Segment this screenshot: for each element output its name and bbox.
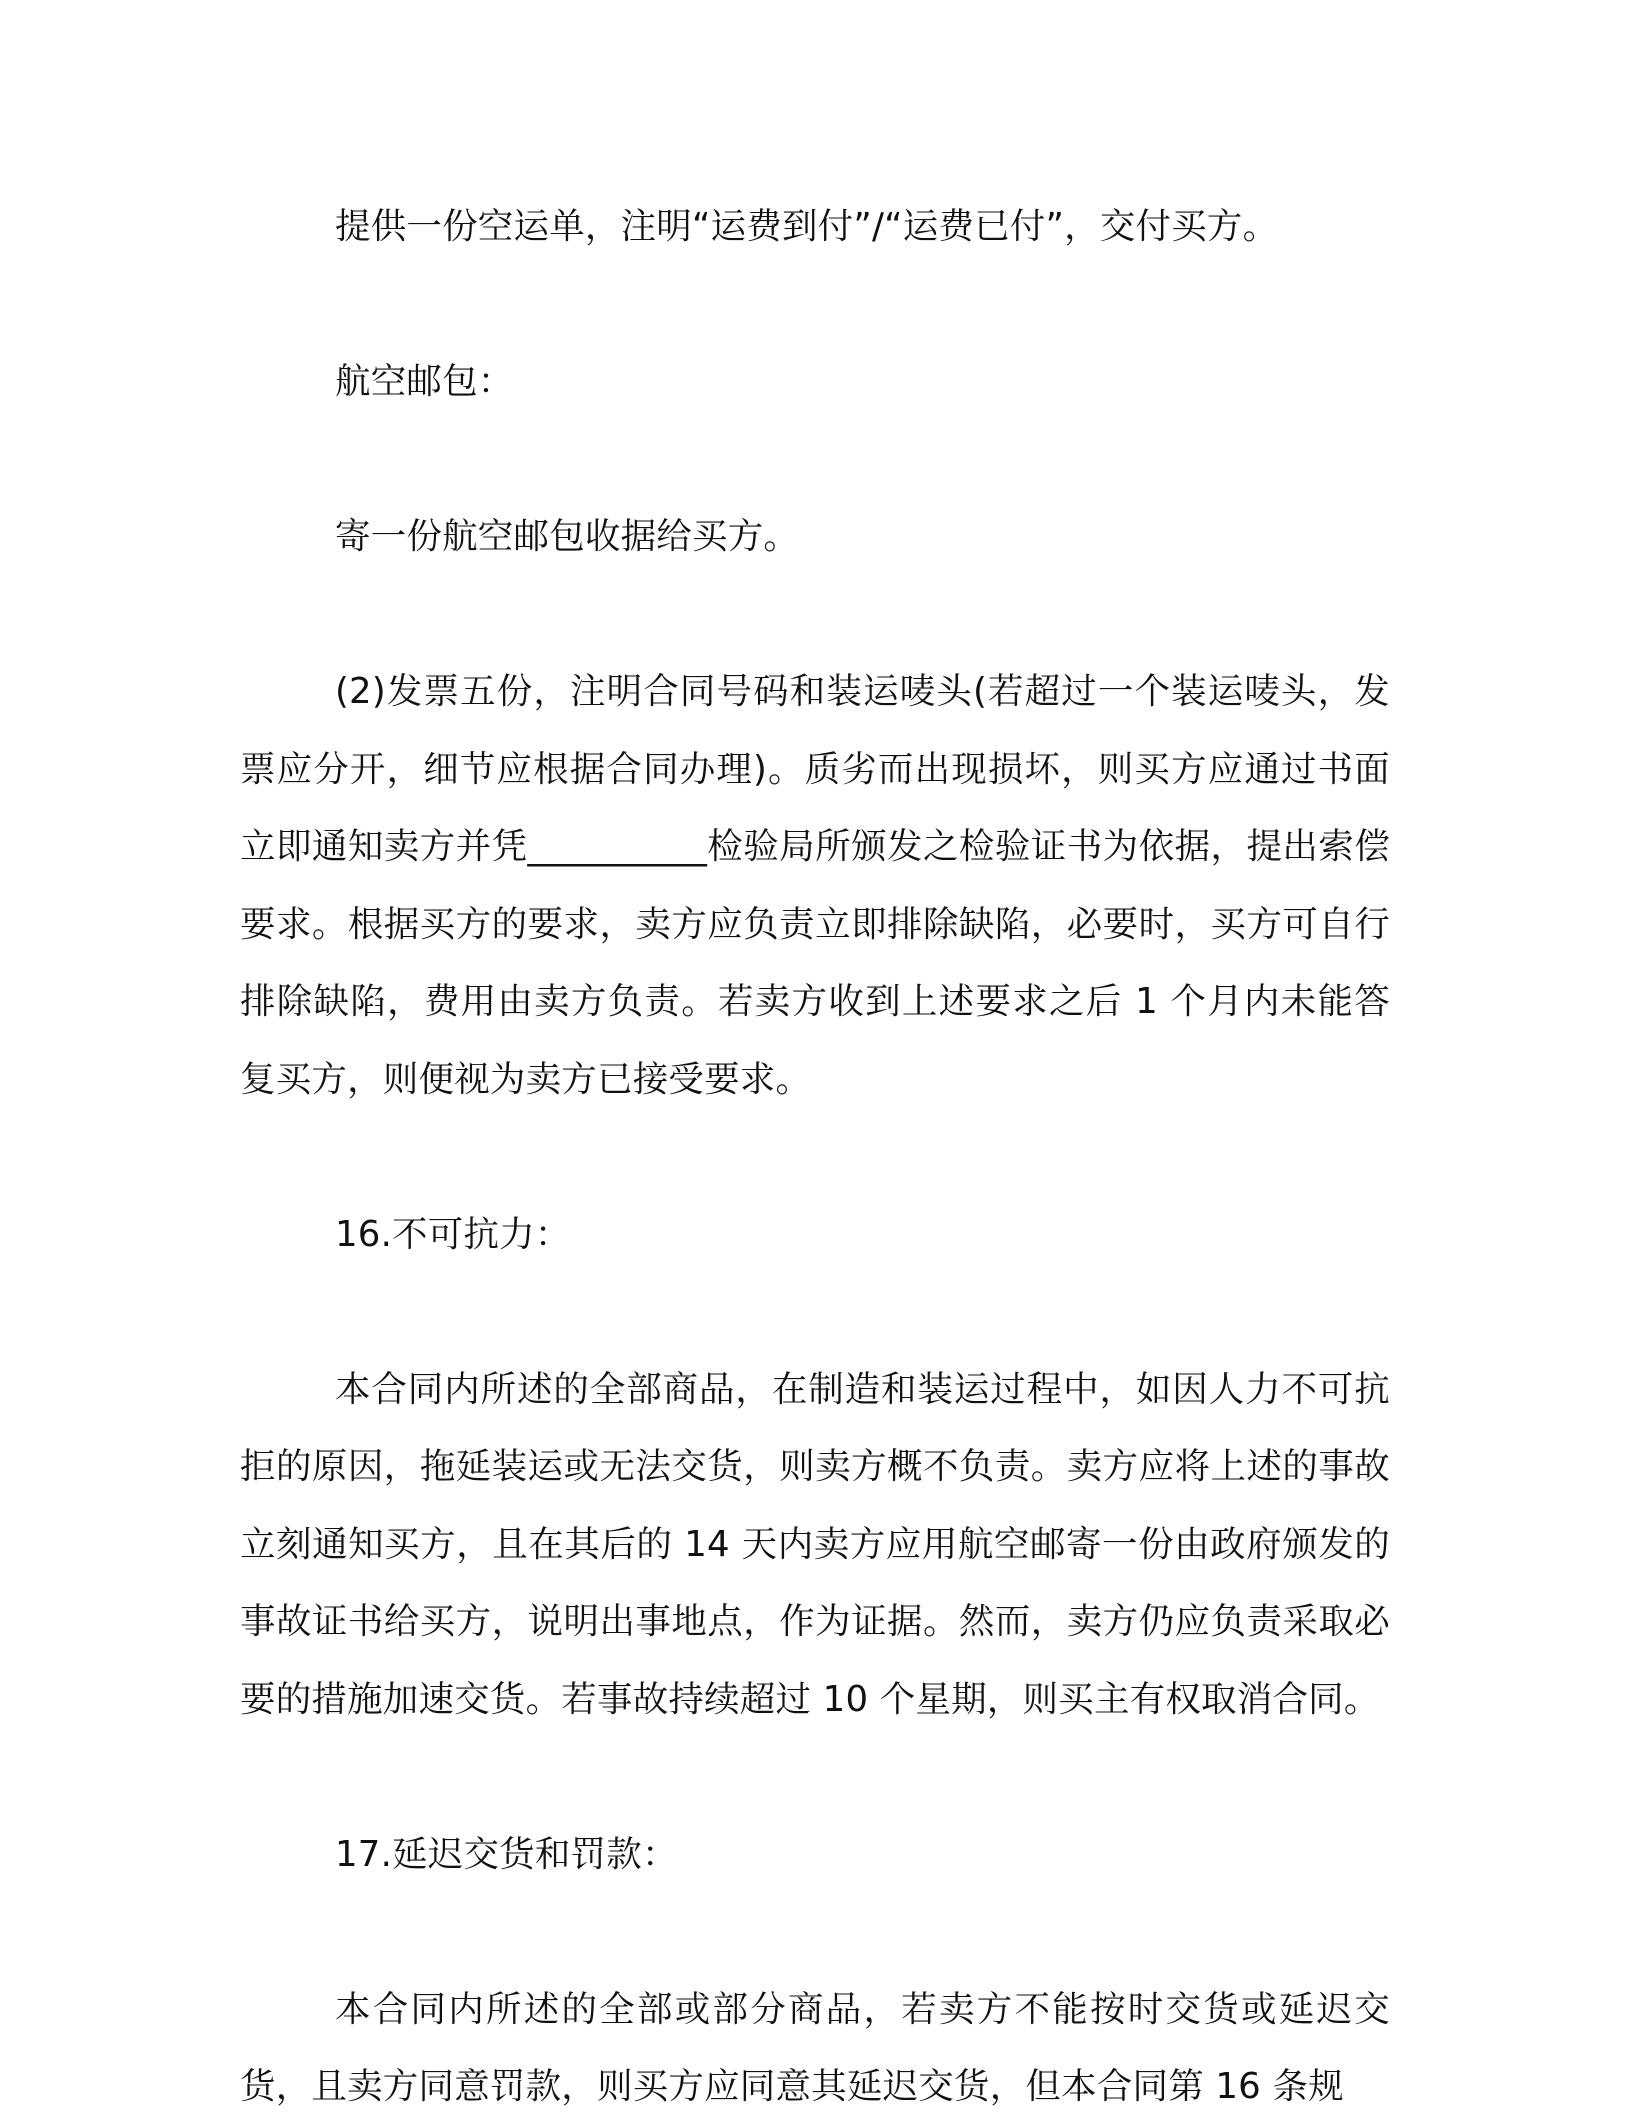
paragraph-force-majeure: 本合同内所述的全部商品，在制造和装运过程中，如因人力不可抗拒的原因，拖延装运或无法交货，则卖方概不负责。卖方应将上述的事故立刻通知买方，且在其后的 14 天内卖方应用航空邮寄一份由政府颁发的事故证书给买方，说明出事地点，作为证据。然而，卖方仍应负责采取必要的措施加速交货。若事故持续超过 10 个星期，则买主有权取消合同。 [240,1368,1390,1720]
paragraph-air-parcel-receipt: 寄一份航空邮包收据给买方。 [335,516,800,557]
paragraph-invoice-claims: (2)发票五份，注明合同号码和装运唛头(若超过一个装运唛头，发票应分开，细节应根据合同办理)。质劣而出现损坏，则买方应通过书面立即通知卖方并凭__________检验局所颁发之检验证书为依据，提出索偿要求。根据买方的要求，卖方应负责立即排除缺陷，必要时，买方可自行排除缺陷，费用由卖方负责。若卖方收到上述要求之后 1 个月内未能答复买方，则便视为卖方已接受要求。 [240,671,1390,1100]
section-heading-force-majeure: 16.不可抗力： [335,1213,571,1255]
section-heading-late-delivery: 17.延迟交货和罚款： [335,1833,678,1875]
paragraph-air-waybill: 提供一份空运单，注明“运费到付”/“运费已付”，交付买方。 [335,206,1279,247]
paragraph-late-delivery: 本合同内所述的全部或部分商品，若卖方不能按时交货或延迟交货，且卖方同意罚款，则买方应同意其延迟交货，但本合同第 16 条规 [240,1988,1390,2107]
paragraph-air-parcel-heading: 航空邮包： [335,361,514,402]
document-body [240,188,1390,2126]
